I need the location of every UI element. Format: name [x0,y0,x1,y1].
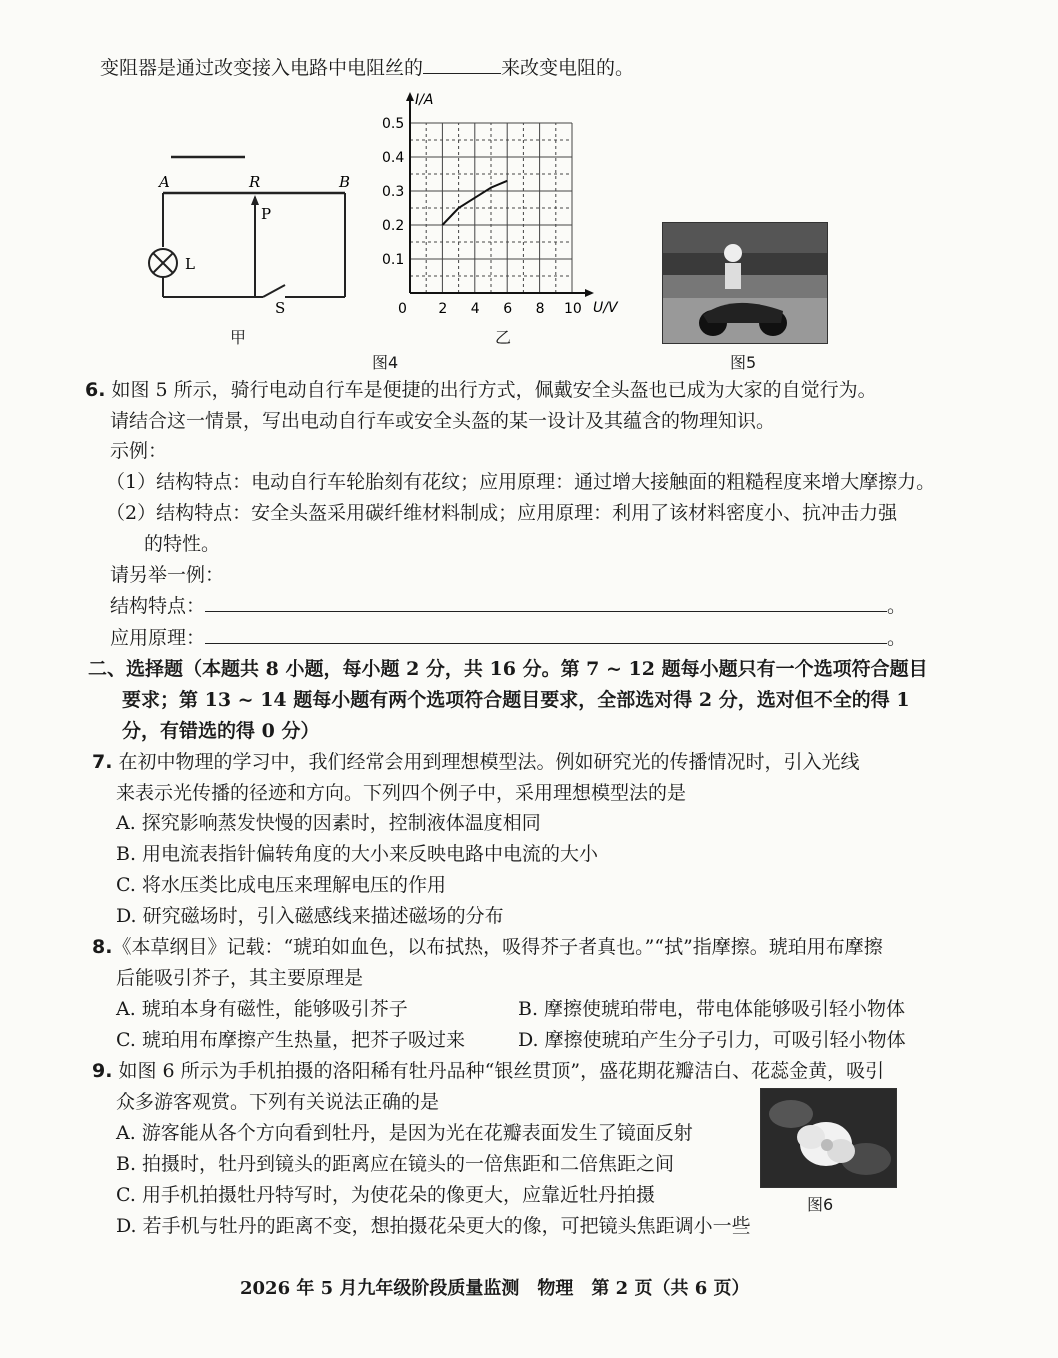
label-B: B [339,173,351,191]
label-R: R [249,173,261,191]
q8-option-c[interactable]: C. 琥珀用布摩擦产生热量，把芥子吸过来 [116,1029,465,1051]
principle-answer-blank[interactable] [205,625,887,644]
motorbike-photo [662,222,828,344]
q6-line2: 请结合这一情景，写出电动自行车或安全头盔的某一设计及其蕴含的物理知识。 [110,410,776,432]
label-S: S [275,299,286,317]
y-tick-label: 0.1 [382,252,405,268]
structure-answer-blank[interactable] [205,593,887,612]
x-axis-arrow-icon [585,289,594,297]
y-axis-label: I/A [415,92,434,108]
q8-line1: 8.《本草纲目》记载：“琥珀如血色，以布拭热，吸得芥子者真也。”“拭”指摩擦。琥珀用布摩擦 [92,936,883,958]
x-tick-label: 10 [564,301,582,317]
caption-jia: 甲 [230,328,247,347]
circuit-diagram [145,145,365,320]
label-L: L [185,255,195,273]
y-tick-label: 0.4 [382,150,405,166]
caption-fig5: 图5 [730,353,757,372]
q6-example: 示例： [110,440,168,462]
q7-option-c[interactable]: C. 将水压类比成电压来理解电压的作用 [116,874,446,896]
section2-line2: 要求；第 13 ~ 14 题每小题有两个选项符合题目要求，全部选对得 2 分，选对但不全的得 1 [122,689,910,711]
q6-example1: （1）结构特点：电动自行车轮胎刻有花纹；应用原理：通过增大接触面的粗糙程度来增大摩擦力。 [106,471,936,493]
q8-option-b[interactable]: B. 摩擦使琥珀带电，带电体能够吸引轻小物体 [518,998,906,1020]
q6-example2b: 的特性。 [144,533,221,555]
q8-line2: 后能吸引芥子，其主要原理是 [116,967,364,989]
label-A: A [159,173,170,191]
q9-line2: 众多游客观赏。下列有关说法正确的是 [116,1091,440,1113]
q7-line1: 7. 在初中物理的学习中，我们经常会用到理想模型法。例如研究光的传播情况时，引入光线 [92,751,860,773]
graph-grid [410,123,572,293]
q6-ask: 请另举一例： [110,564,225,586]
q9-option-b[interactable]: B. 拍摄时，牡丹到镜头的距离应在镜头的一倍焦距和二倍焦距之间 [116,1153,675,1175]
q9-option-d[interactable]: D. 若手机与牡丹的距离不变，想拍摄花朵更大的像，可把镜头焦距调小一些 [116,1215,751,1237]
x-tick-label: 0 [398,301,407,317]
page-footer: 2026 年 5 月九年级阶段质量监测 物理 第 2 页（共 6 页） [240,1278,750,1299]
section2-line1: 二、选择题（本题共 8 小题，每小题 2 分，共 16 分。第 7 ~ 12 题每小题只有一个选项符合题目 [88,658,928,680]
q7-option-a[interactable]: A. 探究影响蒸发快慢的因素时，控制液体温度相同 [116,812,541,834]
q7-option-d[interactable]: D. 研究磁场时，引入磁感线来描述磁场的分布 [116,905,504,927]
x-axis-label: U/V [593,300,618,316]
x-tick-label: 8 [535,301,545,317]
q9-option-c[interactable]: C. 用手机拍摄牡丹特写时，为使花朵的像更大，应靠近牡丹拍摄 [116,1184,655,1206]
x-tick-label: 4 [470,301,480,317]
graph-ticks [382,116,582,317]
y-tick-label: 0.2 [382,218,405,234]
x-tick-label: 2 [438,301,448,317]
y-tick-label: 0.5 [382,116,405,132]
x-tick-label: 6 [503,301,513,317]
section2-line3: 分，有错选的得 0 分） [122,720,320,742]
answer-blank[interactable] [423,55,501,74]
q6-field2: 应用原理： 。 [110,627,907,649]
caption-yi: 乙 [495,328,512,347]
q9-line1: 9. 如图 6 所示为手机拍摄的洛阳稀有牡丹品种“银丝贯顶”，盛花期花瓣洁白、花蕊金黄，吸引 [92,1060,885,1082]
top-line: 变阻器是通过改变接入电路中电阻丝的 来改变电阻的。 [100,57,635,79]
q6-field1: 结构特点： 。 [110,595,907,617]
q8-option-d[interactable]: D. 摩擦使琥珀产生分子引力，可吸引轻小物体 [518,1029,906,1051]
label-P: P [261,205,272,223]
switch-icon [263,285,285,297]
q8-option-a[interactable]: A. 琥珀本身有磁性，能够吸引芥子 [116,998,408,1020]
q6-line1: 6. 如图 5 所示，骑行电动自行车是便捷的出行方式，佩戴安全头盔也已成为大家的自觉行为。 [85,379,877,401]
y-tick-label: 0.3 [382,184,405,200]
q7-option-b[interactable]: B. 用电流表指针偏转角度的大小来反映电路中电流的大小 [116,843,599,865]
y-axis-arrow-icon [406,92,414,101]
q9-option-a[interactable]: A. 游客能从各个方向看到牡丹，是因为光在花瓣表面发生了镜面反射 [116,1122,693,1144]
slider-arrow-icon [251,195,259,205]
caption-fig6: 图6 [807,1195,834,1214]
caption-fig4: 图4 [372,353,399,372]
peony-photo [760,1088,897,1188]
iu-graph [375,88,635,318]
q7-line2: 来表示光传播的径迹和方向。下列四个例子中，采用理想模型法的是 [116,782,687,804]
q6-example2a: （2）结构特点：安全头盔采用碳纤维材料制成；应用原理：利用了该材料密度小、抗冲击力强 [106,502,898,524]
